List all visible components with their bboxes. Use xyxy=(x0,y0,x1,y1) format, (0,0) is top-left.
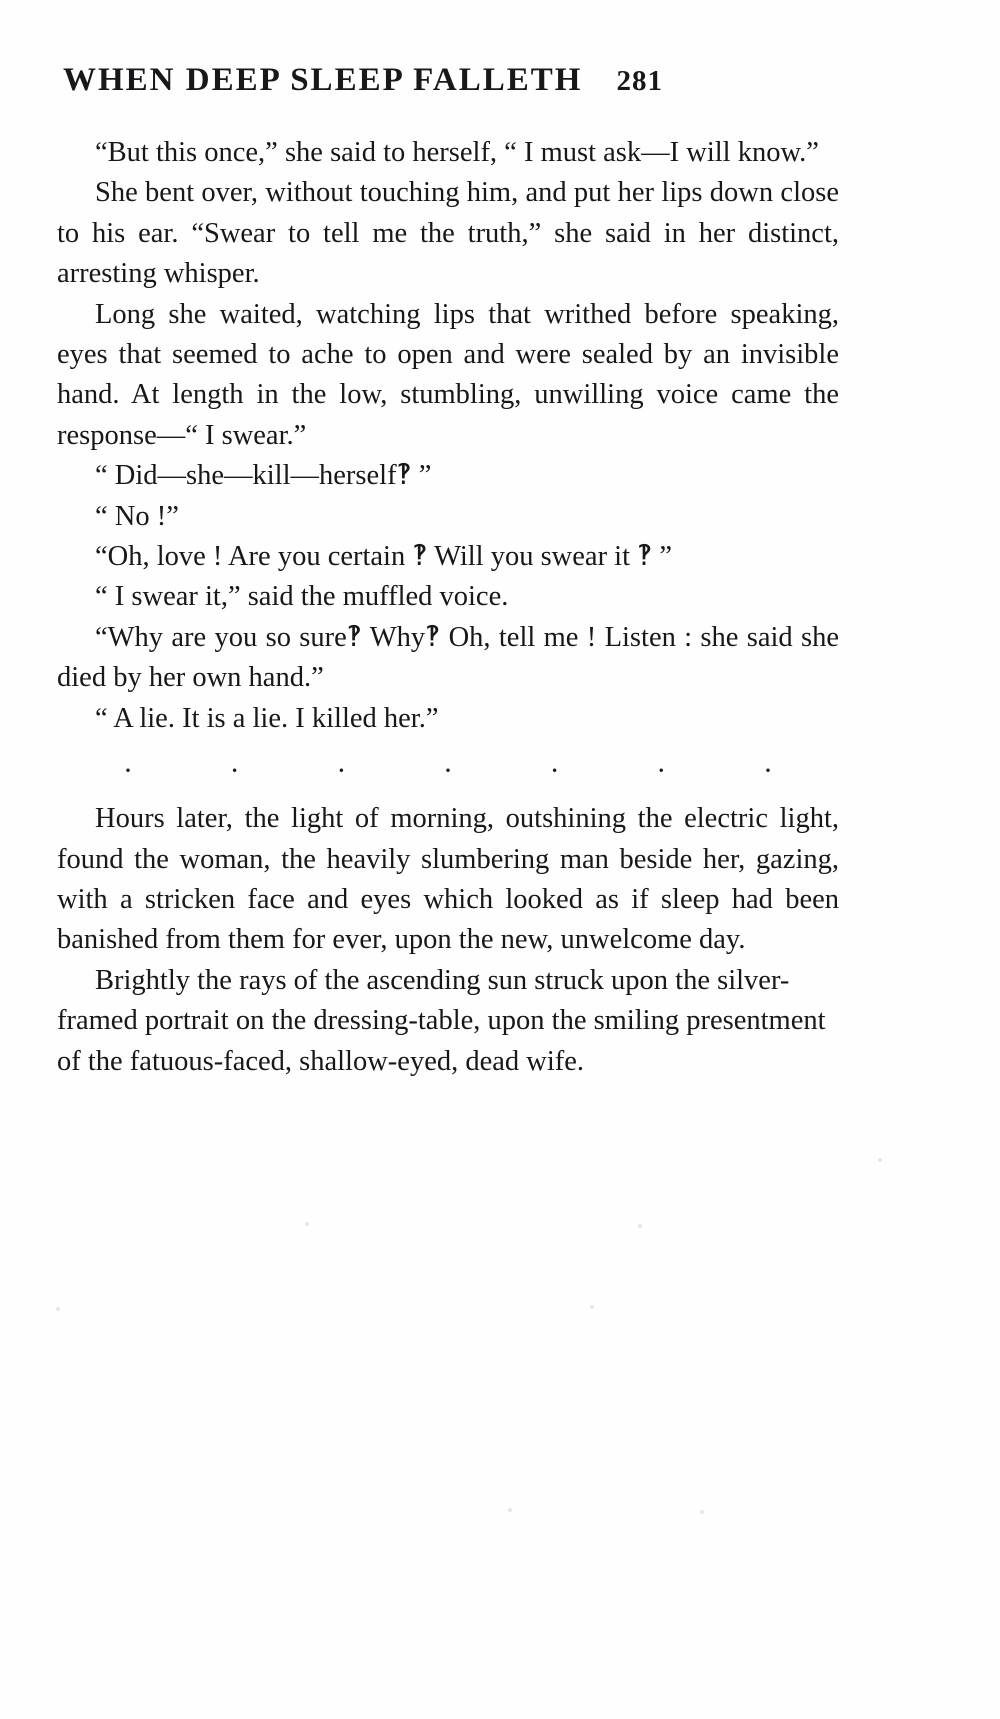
paragraph: “Oh, love ! Are you certain ‽ Will you swear it ‽ ” xyxy=(95,541,673,573)
section-break-dot: · xyxy=(123,754,133,788)
scan-speckle xyxy=(878,1158,882,1162)
paragraph: Long she waited, watching lips that writhed before speaking, eyes that seemed to ache to open and were sealed by an invisible hand. At length in the low, stumbling, unwilling voice came the response—“ I swear.” xyxy=(57,298,839,451)
section-break-dot: · xyxy=(442,754,453,788)
scan-speckle xyxy=(305,1222,309,1226)
scan-speckle xyxy=(638,1224,642,1228)
section-break xyxy=(123,754,773,788)
scan-speckle xyxy=(700,1510,704,1514)
scan-speckle xyxy=(56,1307,60,1311)
paragraph: Hours later, the light of morning, outshining the electric light, found the woman, the heavily slumbering man beside her, gazing, with a stricken face and eyes which looked as if sleep had been banished from them for ever, upon the new, unwelcome day. xyxy=(57,803,839,956)
section-break-dot: · xyxy=(656,754,667,788)
scan-speckle xyxy=(590,1305,594,1309)
section-break-dot: · xyxy=(762,754,773,788)
paragraph: She bent over, without touching him, and put her lips down close to his ear. “Swear to tell me the truth,” she said in her distinct, arresting whisper. xyxy=(57,177,839,290)
paragraph: “But this once,” she said to herself, “ I must ask—I will know.” xyxy=(95,137,819,168)
paragraph: “ A lie. It is a lie. I killed her.” xyxy=(95,702,439,734)
page-title: WHEN DEEP SLEEP FALLETH xyxy=(63,62,583,98)
section-break-dot: · xyxy=(229,754,240,788)
paragraph: “ No !” xyxy=(95,500,179,532)
running-head xyxy=(57,62,839,99)
paragraph: “Why are you so sure‽ Why‽ Oh, tell me ! Listen : she said she died by her own hand.” xyxy=(57,621,839,694)
scan-speckle xyxy=(508,1508,512,1512)
page-number: 281 xyxy=(616,65,663,97)
page-content xyxy=(57,62,839,1082)
paragraph: “ Did—she—kill—herself‽ ” xyxy=(95,460,432,492)
body-text xyxy=(57,133,839,1082)
section-break-dot: · xyxy=(336,754,347,788)
paragraph: “ I swear it,” said the muffled voice. xyxy=(95,581,509,613)
paragraph: Brightly the rays of the ascending sun struck upon the silver-framed portrait on the dressing-table, upon the smiling presentment of the fatuous-faced, shallow-eyed, dead wife. xyxy=(57,964,826,1077)
section-break-dot: · xyxy=(549,754,560,788)
